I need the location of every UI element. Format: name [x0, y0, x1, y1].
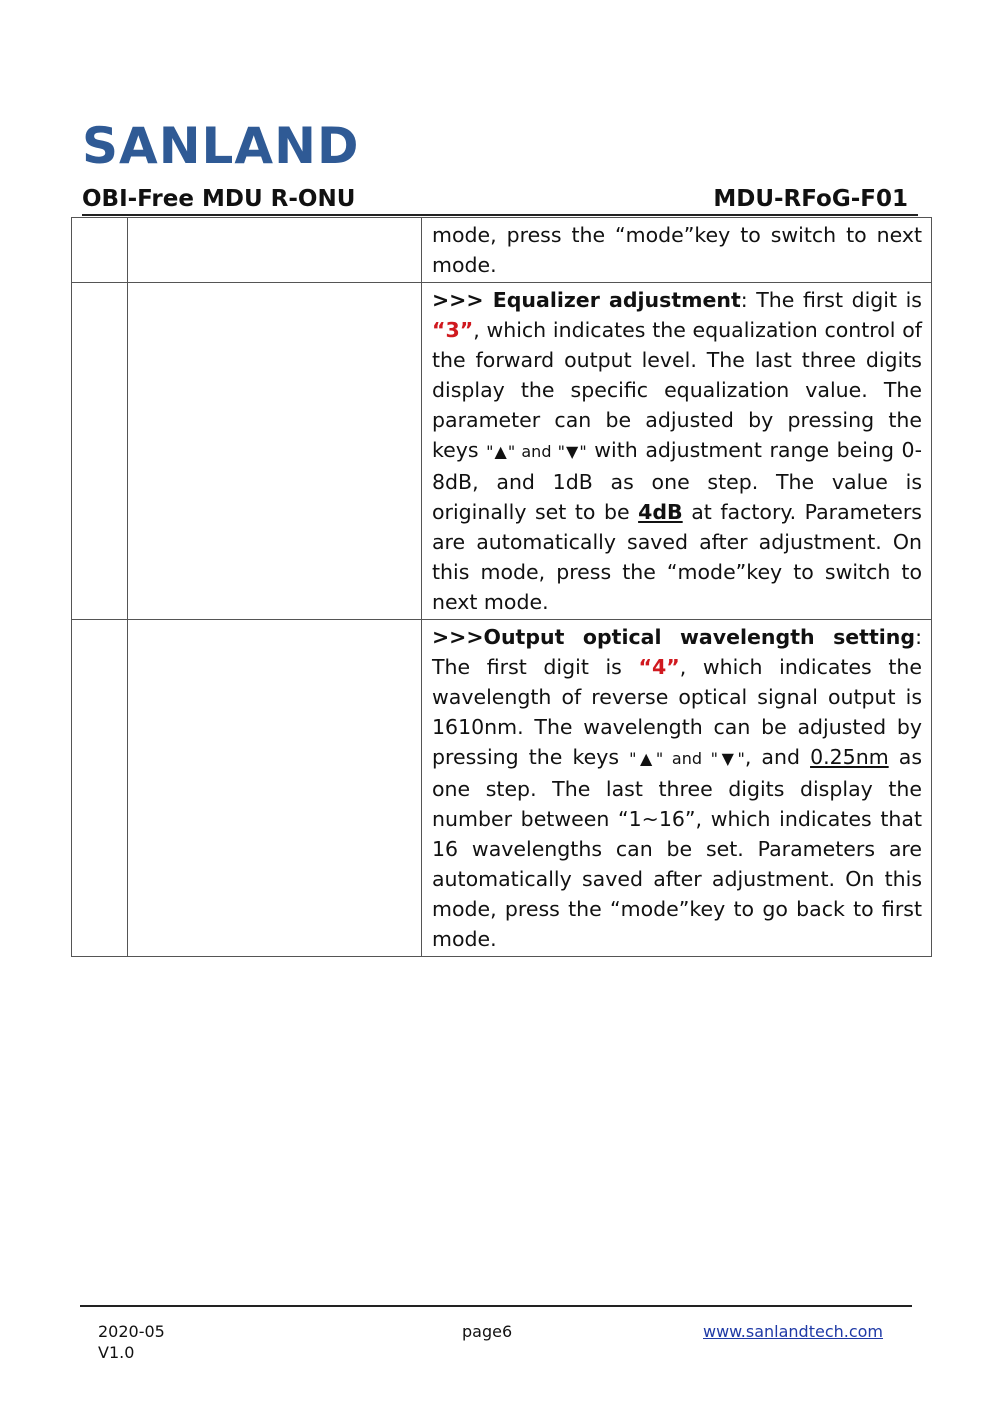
model-number: MDU-RFoG-F01: [713, 186, 908, 212]
table-cell-empty: [72, 620, 128, 957]
table-row: [72, 620, 932, 957]
website-link[interactable]: www.sanlandtech.com: [703, 1322, 884, 1341]
table-row: [72, 283, 932, 620]
text-span: , and: [744, 745, 811, 769]
table-cell-empty: [128, 218, 422, 283]
footer-divider: [80, 1305, 912, 1307]
table-cell-empty: [128, 620, 422, 957]
company-logo: SANLAND: [82, 117, 360, 175]
table-cell-description: [422, 218, 932, 283]
wavelength-digit: “4”: [638, 655, 680, 679]
text-span: with adjustment range being 0-8dB, and 1dB as one step. The value is originally set to be: [432, 438, 922, 524]
footer-version: V1.0: [98, 1343, 135, 1362]
text-span: : The first digit is: [740, 288, 922, 312]
wavelength-step-value: 0.25nm: [810, 745, 889, 769]
parameter-table: [71, 217, 932, 957]
page-number: page6: [462, 1322, 513, 1341]
table-cell-empty: [72, 218, 128, 283]
table-cell-empty: [128, 283, 422, 620]
equalizer-default-value: 4dB: [638, 500, 683, 524]
footer-date-version: [98, 1321, 165, 1363]
footer-date: 2020-05: [98, 1322, 165, 1341]
row1-text: mode, press the “mode”key to switch to next mode.: [432, 223, 922, 277]
equalizer-heading: >>> Equalizer adjustment: [432, 288, 741, 312]
text-span: as one step. The last three digits display the number between “1~16”, which indicates that 16 wavelengths can be set. Parameters are automatically saved after adjustment. On this mode, press the “mode”key to go back to first mode.: [432, 745, 922, 951]
wavelength-description: [422, 620, 932, 957]
header-divider: [82, 214, 918, 216]
arrow-keys-label: "▲" and "▼": [486, 442, 587, 461]
equalizer-description: [422, 283, 932, 620]
text-span: , which indicates the wavelength of reverse optical signal output is 1610nm. The wavelength can be adjusted by pressing the keys: [432, 655, 922, 769]
arrow-keys-label: "▲" and "▼": [629, 749, 745, 768]
product-name: OBI-Free MDU R-ONU: [82, 186, 356, 212]
text-span: at factory. Parameters are automatically saved after adjustment. On this mode, press the “mode”key to switch to next mode.: [432, 500, 922, 614]
text-span: : The first digit is: [432, 625, 922, 679]
equalizer-digit: “3”: [432, 318, 474, 342]
table-row: [72, 218, 932, 283]
table-cell-empty: [72, 283, 128, 620]
text-span: , which indicates the equalization control of the forward output level. The last three digits display the specific equalization value. The parameter can be adjusted by pressing the keys: [432, 318, 922, 462]
wavelength-heading: >>>Output optical wavelength setting: [432, 625, 916, 649]
